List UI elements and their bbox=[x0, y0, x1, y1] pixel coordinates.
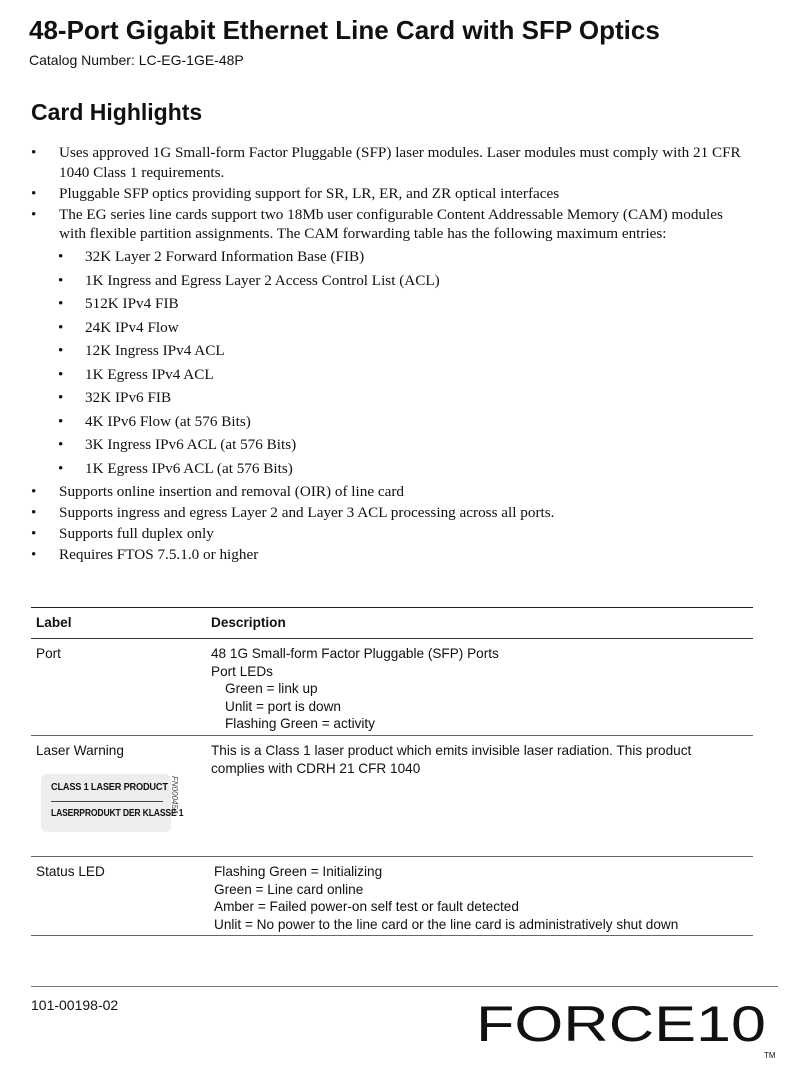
port-description: 48 1G Small-form Factor Pluggable (SFP) Ports Port LEDs Green = link up Unlit = port is down Flashing Green = activity bbox=[211, 646, 499, 731]
list-item: • The EG series line cards support two 18Mb user configurable Content Addressable Memory (CAM) modules with flexible partition assignments. The CAM forwarding table has the following maximum entries: bbox=[31, 205, 723, 242]
port-label: Port bbox=[36, 646, 61, 661]
bullet-icon: • bbox=[31, 503, 37, 521]
status-led-label: Status LED bbox=[36, 864, 105, 879]
section-heading-highlights: Card Highlights bbox=[31, 99, 203, 125]
list-item: • Supports full duplex only bbox=[31, 524, 214, 542]
bullet-icon: • bbox=[58, 412, 64, 430]
bullet-icon: • bbox=[31, 545, 37, 563]
bullet-icon: • bbox=[31, 524, 37, 542]
sticker-line-english: CLASS 1 LASER PRODUCT bbox=[51, 782, 168, 793]
bullet-icon: • bbox=[58, 271, 64, 289]
figure-code: FN00045A bbox=[170, 776, 179, 815]
bullet-icon: • bbox=[31, 144, 37, 161]
document-number: 101-00198-02 bbox=[31, 997, 119, 1013]
footer-divider bbox=[31, 986, 778, 987]
bullet-icon: • bbox=[58, 436, 64, 453]
status-led-description: Flashing Green = Initializing Green = Line card online Amber = Failed power-on self test or fault detected Unlit = No power to the line card or the line card is administratively shut down bbox=[214, 864, 679, 932]
bullet-icon: • bbox=[58, 459, 64, 477]
bullet-icon: • bbox=[31, 184, 37, 202]
sub-list-item: • 3K Ingress IPv6 ACL (at 576 Bits) bbox=[58, 436, 297, 453]
list-item: • Pluggable SFP optics providing support for SR, LR, ER, and ZR optical interfaces bbox=[31, 184, 560, 202]
sub-list-item: • 512K IPv4 FIB bbox=[58, 295, 179, 312]
sub-list-item: • 32K Layer 2 Forward Information Base (FIB) bbox=[58, 248, 365, 265]
sticker-divider bbox=[51, 801, 163, 802]
bullet-icon: • bbox=[58, 389, 64, 406]
table-row-port bbox=[31, 639, 753, 736]
sub-list-item: • 24K IPv4 Flow bbox=[58, 318, 179, 336]
list-item: • Uses approved 1G Small-form Factor Pluggable (SFP) laser modules. Laser modules must comply with 21 CFR 1040 Class 1 requirements. bbox=[31, 144, 741, 181]
bullet-icon: • bbox=[31, 205, 37, 223]
list-item: • Requires FTOS 7.5.1.0 or higher bbox=[31, 545, 259, 563]
trademark-mark: TM bbox=[764, 1051, 776, 1060]
sub-list-item: • 1K Egress IPv6 ACL (at 576 Bits) bbox=[58, 459, 293, 477]
sub-list-item: • 1K Ingress and Egress Layer 2 Access Control List (ACL) bbox=[58, 271, 440, 289]
list-item: • Supports online insertion and removal (OIR) of line card bbox=[31, 482, 405, 500]
bullet-icon: • bbox=[58, 248, 64, 265]
sub-list-item: • 1K Egress IPv4 ACL bbox=[58, 365, 214, 383]
laser-warning-label: Laser Warning bbox=[36, 743, 124, 758]
column-header-description: Description bbox=[211, 615, 286, 630]
bullet-icon: • bbox=[58, 318, 64, 336]
bullet-icon: • bbox=[31, 482, 37, 500]
label-description-table bbox=[31, 607, 753, 936]
sub-list-item: • 4K IPv6 Flow (at 576 Bits) bbox=[58, 412, 251, 430]
list-item: • Supports ingress and egress Layer 2 and Layer 3 ACL processing across all ports. bbox=[31, 503, 555, 521]
table-row-status-led bbox=[31, 857, 753, 936]
sticker-line-german: LASERPRODUKT DER KLASSE 1 bbox=[51, 808, 184, 819]
table-header-row bbox=[31, 608, 753, 639]
bullet-icon: • bbox=[58, 342, 64, 359]
force10-logo bbox=[474, 989, 784, 1064]
page-title: 48-Port Gigabit Ethernet Line Card with SFP Optics bbox=[29, 15, 660, 45]
bullet-icon: • bbox=[58, 295, 64, 312]
bullet-icon: • bbox=[58, 365, 64, 383]
laser-warning-description: This is a Class 1 laser product which emits invisible laser radiation. This product complies with CDRH 21 CFR 1040 bbox=[211, 743, 692, 776]
logo-text: FORCE10 bbox=[476, 996, 766, 1052]
catalog-number: Catalog Number: LC-EG-1GE-48P bbox=[29, 52, 244, 68]
column-header-label: Label bbox=[36, 615, 72, 630]
table-row-laser-warning bbox=[31, 736, 753, 857]
sub-list-item: • 32K IPv6 FIB bbox=[58, 389, 172, 406]
sub-list-item: • 12K Ingress IPv4 ACL bbox=[58, 342, 225, 359]
cam-entries-list bbox=[0, 247, 808, 479]
highlights-list bbox=[0, 143, 808, 566]
